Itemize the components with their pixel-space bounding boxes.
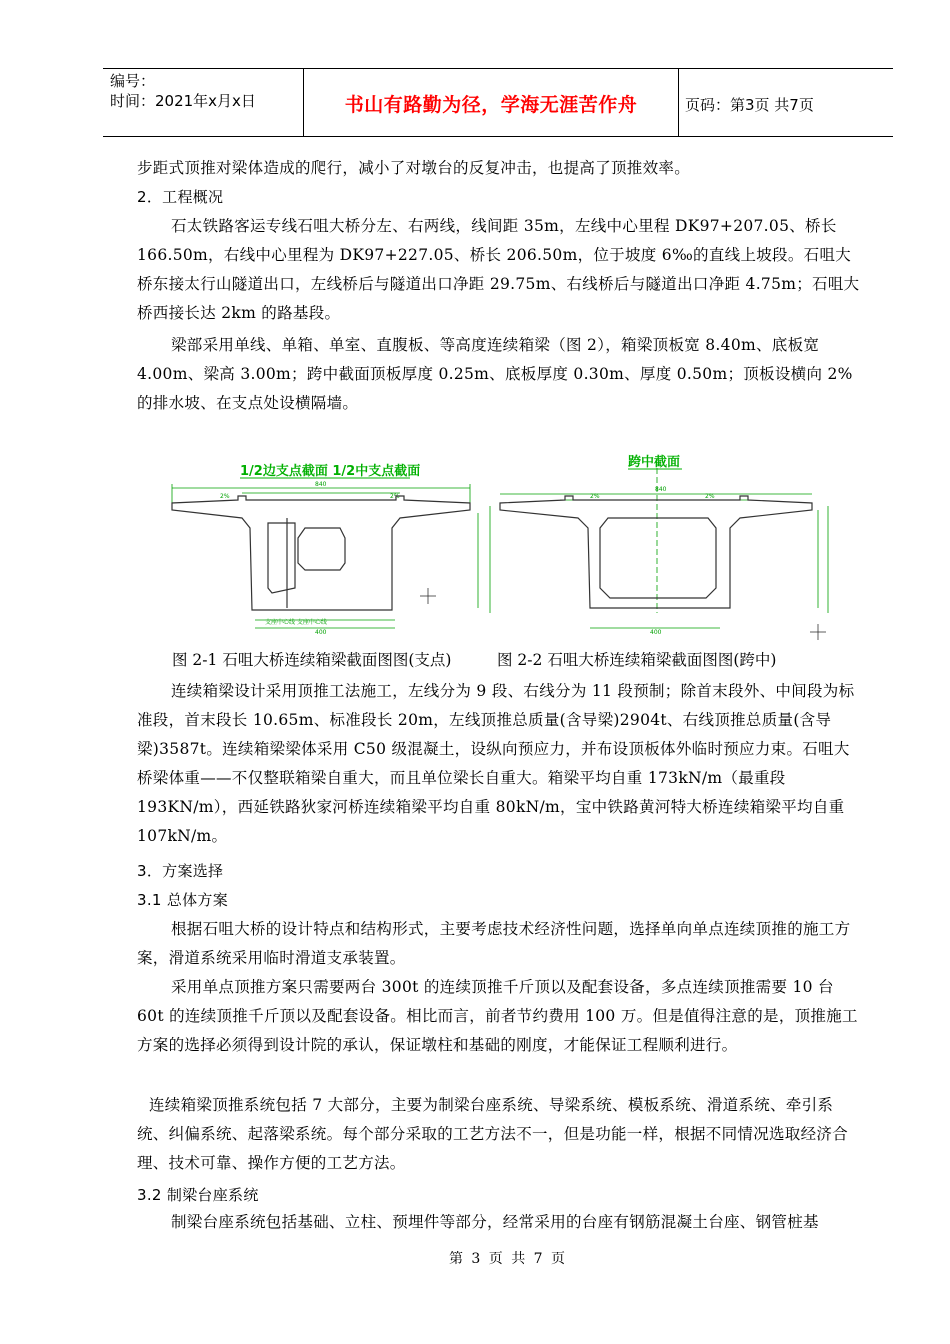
support-section-outline (172, 496, 470, 610)
subsection-heading: 3.1 总体方案 (137, 891, 229, 909)
header-number-label: 编号： (110, 72, 156, 90)
figure-right-title: 跨中截面 (628, 455, 681, 470)
svg-text:2%: 2% (705, 493, 715, 500)
dimension-labels (220, 481, 715, 636)
page-footer: 第 3 页 共 7 页 (448, 1251, 568, 1267)
header-motto: 书山有路勤为径，学海无涯苦作舟 (344, 94, 638, 116)
section-heading: 2．工程概况 (137, 188, 224, 206)
header-time-label: 时间：2021年x月x日 (110, 92, 256, 110)
header-divider (678, 69, 679, 136)
section-heading: 3．方案选择 (137, 862, 224, 880)
paragraph: 采用单点顶推方案只需要两台 300t 的连续顶推千斤顶以及配套设备，多点连续顶推需要 10 台 60t 的连续顶推千斤顶以及配套设备。相比而言，前者节约费用 100 万。但是值得注意的是，顶推施工方案的选择必须得到设计院的承认，保证墩柱和基础的刚度，才能保证工程顺利进行。 (137, 978, 858, 1054)
svg-text:840: 840 (655, 486, 667, 493)
svg-text:支座中心线 支座中心线: 支座中心线 支座中心线 (265, 619, 327, 626)
crosshair-marks (420, 588, 826, 640)
paragraph: 制梁台座系统包括基础、立柱、预埋件等部分，经常采用的台座有钢筋混凝土台座、钢管桩基 (171, 1213, 819, 1231)
svg-text:2%: 2% (590, 493, 600, 500)
paragraph: 石太铁路客运专线石咀大桥分左、右两线，线间距 35m，左线中心里程 DK97+207.05、桥长 166.50m，右线中心里程为 DK97+227.05、桥长 206.50m，位于坡度 6‰的直线上坡段。石咀大桥东接太行山隧道出口，左线桥后与隧道出口净距 29.75m、右线桥后与隧道出口净距 4.75m；石咀大桥西接长达 2km 的路基段。 (137, 217, 860, 322)
figure-left-title: 1/2边支点截面 1/2中支点截面 (240, 464, 421, 479)
paragraph: 连续箱梁设计采用顶推工法施工，左线分为 9 段、右线分为 11 段预制；除首末段外、中间段为标准段，首末段长 10.65m、标准段长 20m，左线顶推总质量(含导梁)2904t、右线顶推总质量(含导梁)3587t。连续箱梁梁体采用 C50 级混凝土，设纵向预应力，并布设顶板体外临时预应力束。石咀大桥梁体重——不仅整联箱梁自重大，而且单位梁长自重大。箱梁平均自重 173kN/m（最重段 193KN/m），西延铁路狄家河桥连续箱梁平均自重 80kN/m，宝中铁路黄河特大桥连续箱梁平均自重 107kN/m。 (137, 682, 855, 845)
box-girder-figure (160, 448, 840, 640)
paragraph: 梁部采用单线、单箱、单室、直腹板、等高度连续箱梁（图 2），箱梁顶板宽 8.40m、底板宽 4.00m、梁高 3.00m；跨中截面顶板厚度 0.25m、底板厚度 0.30m、厚度 0.50m；顶板设横向 2%的排水坡、在支点处设横隔墙。 (137, 336, 853, 412)
svg-text:2%: 2% (220, 493, 230, 500)
figure-caption-right: 图 2-2 石咀大桥连续箱梁截面图图(跨中) (497, 651, 777, 669)
figure-caption-left: 图 2-1 石咀大桥连续箱梁截面图图(支点) (172, 651, 452, 669)
svg-text:2%: 2% (390, 493, 400, 500)
header-meta (110, 71, 256, 111)
midspan-section-outline (500, 496, 812, 608)
header-page-info: 页码：第3页 共7页 (685, 96, 814, 114)
paragraph: 步距式顶推对梁体造成的爬行，减小了对墩台的反复冲击，也提高了顶推效率。 (137, 159, 691, 177)
paragraph: 根据石咀大桥的设计特点和结构形式，主要考虑技术经济性问题，选择单向单点连续顶推的施工方案，滑道系统采用临时滑道支承装置。 (137, 920, 851, 967)
paragraph: 连续箱梁顶推系统包括 7 大部分，主要为制梁台座系统、导梁系统、模板系统、滑道系统、牵引系统、纠偏系统、起落梁系统。每个部分采取的工艺方法不一，但是功能一样，根据不同情况选取经济合理、技术可靠、操作方便的工艺方法。 (137, 1096, 849, 1172)
svg-text:840: 840 (315, 481, 327, 488)
page-header (103, 68, 893, 137)
svg-text:400: 400 (315, 629, 327, 636)
svg-text:400: 400 (650, 629, 662, 636)
subsection-heading: 3.2 制梁台座系统 (137, 1186, 259, 1204)
